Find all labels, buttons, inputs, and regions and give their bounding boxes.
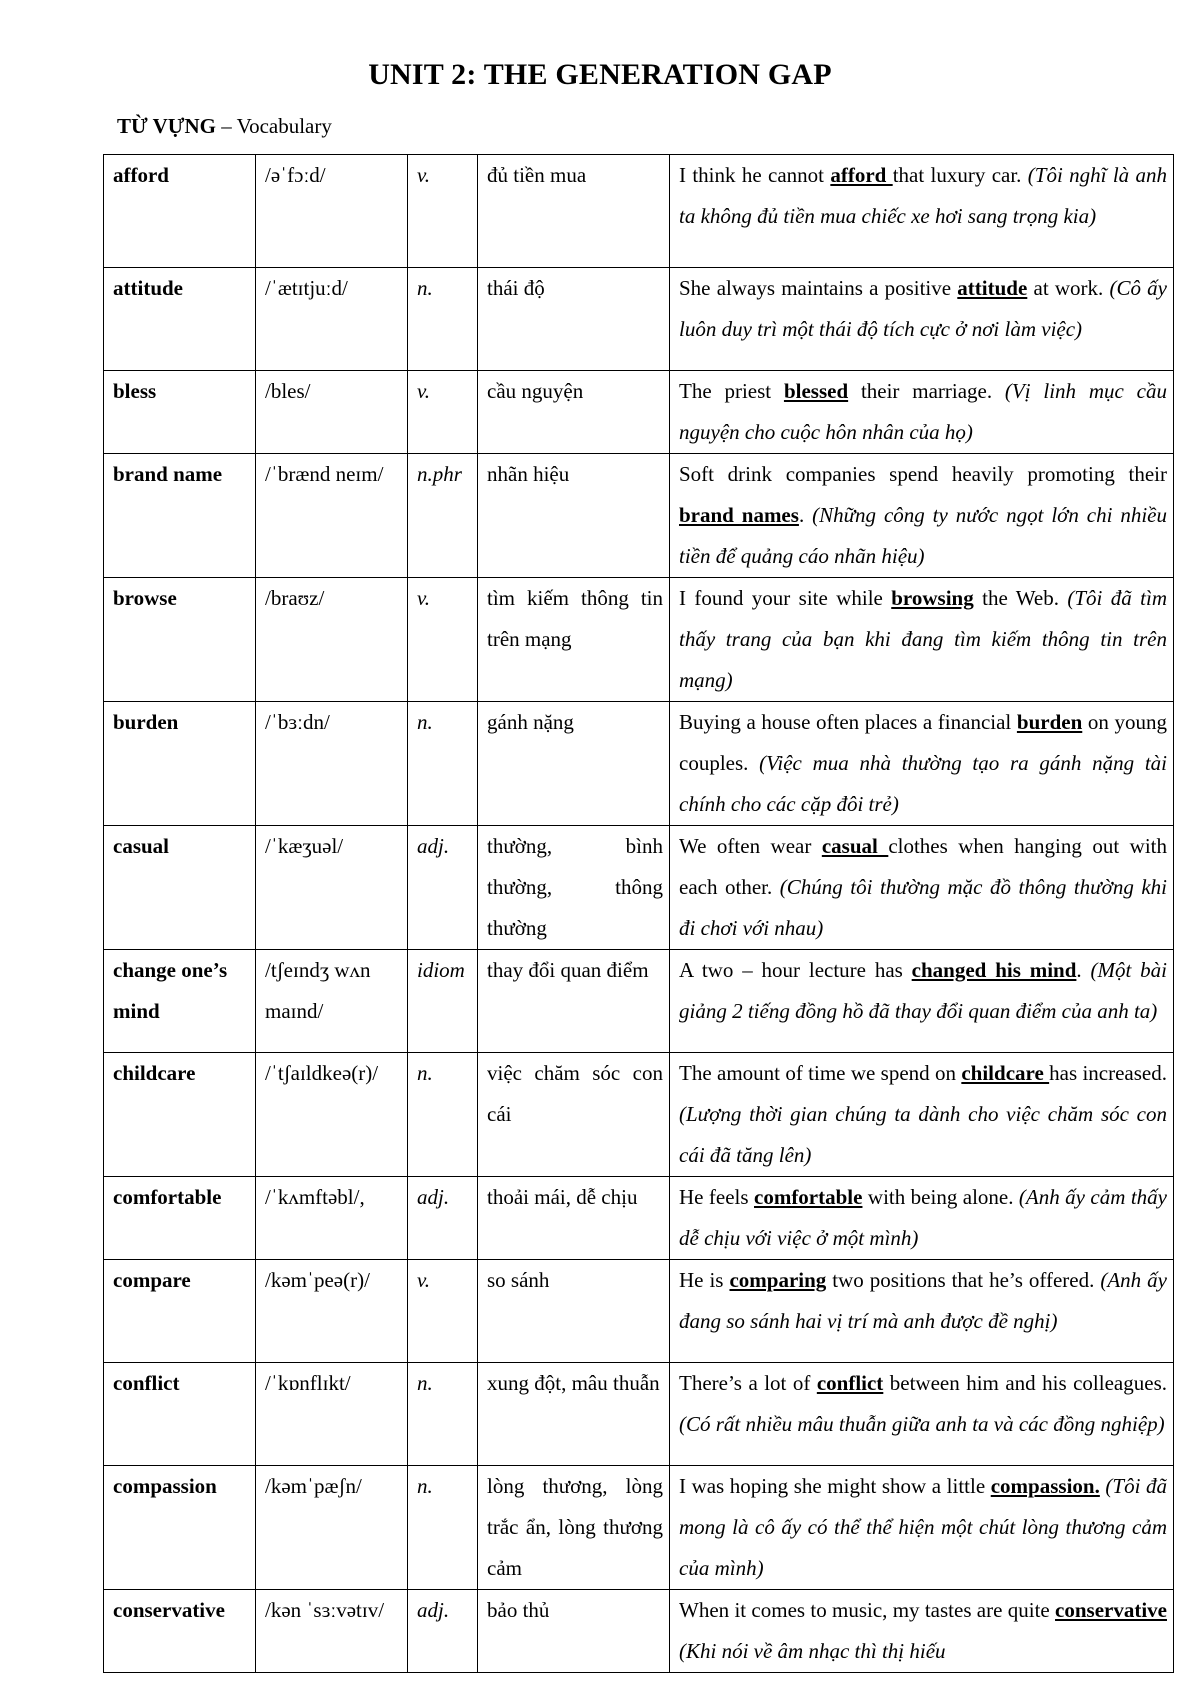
example-text: their marriage. bbox=[848, 379, 1005, 403]
example-translation: (Khi nói về âm nhạc thì thị hiếu bbox=[679, 1639, 946, 1663]
example-translation: (Tôi đã mong là cô ấy có thể thể hiện một chút lòng thương cảm của mình) bbox=[679, 1474, 1168, 1580]
example-text: two positions that he’s offered. bbox=[826, 1268, 1101, 1292]
subtitle-english: – Vocabulary bbox=[215, 114, 332, 138]
vocab-example bbox=[670, 578, 1174, 702]
vocab-part-of-speech: n. bbox=[408, 702, 478, 826]
vocab-row bbox=[104, 1466, 1174, 1590]
example-text: The amount of time we spend on bbox=[679, 1061, 962, 1085]
vocab-part-of-speech: adj. bbox=[408, 1590, 478, 1673]
vocab-example bbox=[670, 826, 1174, 950]
example-text: on young couples. bbox=[679, 710, 1168, 775]
vocab-meaning: thay đổi quan điểm bbox=[478, 950, 670, 1053]
example-keyword: burden bbox=[1016, 710, 1083, 734]
example-keyword: conflict bbox=[816, 1371, 884, 1395]
vocab-word: change one’s mind bbox=[104, 950, 256, 1053]
example-translation: (Những công ty nước ngọt lớn chi nhiều tiền để quảng cáo nhãn hiệu) bbox=[679, 503, 1167, 568]
vocab-meaning: đủ tiền mua bbox=[478, 155, 670, 268]
example-text: When it comes to music, my tastes are quite bbox=[679, 1598, 1056, 1622]
vocab-row bbox=[104, 1260, 1174, 1363]
vocabulary-table bbox=[103, 154, 1174, 1673]
vocab-part-of-speech: n. bbox=[408, 1466, 478, 1590]
example-translation: (Cô ấy luôn duy trì một thái độ tích cực ở nơi làm việc) bbox=[679, 276, 1167, 341]
vocab-row bbox=[104, 1177, 1174, 1260]
vocab-word: attitude bbox=[104, 268, 256, 371]
example-text: has increased. bbox=[1049, 1061, 1167, 1085]
vocab-row bbox=[104, 1053, 1174, 1177]
vocab-part-of-speech: n. bbox=[408, 1053, 478, 1177]
vocab-word: comfortable bbox=[104, 1177, 256, 1260]
vocab-meaning: việc chăm sóc con cái bbox=[478, 1053, 670, 1177]
example-translation: (Việc mua nhà thường tạo ra gánh nặng tài chính cho các cặp đôi trẻ) bbox=[679, 751, 1167, 816]
example-keyword: afford bbox=[830, 163, 893, 187]
example-translation: (Lượng thời gian chúng ta dành cho việc chăm sóc con cái đã tăng lên) bbox=[679, 1102, 1167, 1167]
example-translation: (Tôi đã tìm thấy trang của bạn khi đang tìm kiếm thông tin trên mạng) bbox=[679, 586, 1167, 692]
vocab-part-of-speech: v. bbox=[408, 578, 478, 702]
vocab-example bbox=[670, 454, 1174, 578]
vocab-part-of-speech: n.phr bbox=[408, 454, 478, 578]
example-translation: (Anh ấy cảm thấy dễ chịu với việc ở một mình) bbox=[679, 1185, 1167, 1250]
vocab-part-of-speech: v. bbox=[408, 1260, 478, 1363]
example-translation: (Chúng tôi thường mặc đồ thông thường khi đi chơi với nhau) bbox=[679, 875, 1168, 940]
example-translation: (Có rất nhiều mâu thuẫn giữa anh ta và các đồng nghiệp) bbox=[679, 1412, 1165, 1436]
vocab-example bbox=[670, 1590, 1174, 1673]
vocab-meaning: thoải mái, dễ chịu bbox=[478, 1177, 670, 1260]
vocab-meaning: tìm kiếm thông tin trên mạng bbox=[478, 578, 670, 702]
example-keyword: changed his mind bbox=[911, 958, 1077, 982]
vocab-row bbox=[104, 702, 1174, 826]
vocab-meaning: xung đột, mâu thuẫn bbox=[478, 1363, 670, 1466]
vocab-word: brand name bbox=[104, 454, 256, 578]
example-keyword: brand names bbox=[679, 503, 799, 527]
vocab-ipa: /ˈbɜːdn/ bbox=[256, 702, 408, 826]
vocab-meaning: so sánh bbox=[478, 1260, 670, 1363]
example-keyword: childcare bbox=[961, 1061, 1050, 1085]
vocab-part-of-speech: v. bbox=[408, 155, 478, 268]
example-keyword: comparing bbox=[729, 1268, 827, 1292]
vocab-word: afford bbox=[104, 155, 256, 268]
example-text: Buying a house often places a financial bbox=[679, 710, 1017, 734]
vocab-example bbox=[670, 702, 1174, 826]
vocab-meaning: gánh nặng bbox=[478, 702, 670, 826]
vocab-ipa: /kəmˈpæʃn/ bbox=[256, 1466, 408, 1590]
subtitle-vietnamese: TỪ VỰNG bbox=[117, 114, 216, 138]
vocab-ipa: /tʃeɪndʒ wʌn maɪnd/ bbox=[256, 950, 408, 1053]
example-text: that luxury car. bbox=[892, 163, 1028, 187]
vocab-ipa: /ˈtʃaɪldkeə(r)/ bbox=[256, 1053, 408, 1177]
example-text: I think he cannot bbox=[679, 163, 831, 187]
vocab-example bbox=[670, 268, 1174, 371]
example-text: He is bbox=[679, 1268, 730, 1292]
vocab-row bbox=[104, 578, 1174, 702]
vocab-word: childcare bbox=[104, 1053, 256, 1177]
vocab-meaning: thường, bình thường, thông thường bbox=[478, 826, 670, 950]
vocab-meaning: nhãn hiệu bbox=[478, 454, 670, 578]
example-keyword: browsing bbox=[891, 586, 974, 610]
vocab-word: compassion bbox=[104, 1466, 256, 1590]
vocab-word: browse bbox=[104, 578, 256, 702]
example-translation: (Tôi nghĩ là anh ta không đủ tiền mua chiếc xe hơi sang trọng kia) bbox=[679, 163, 1167, 228]
vocab-row bbox=[104, 155, 1174, 268]
example-text: Soft drink companies spend heavily promoting their bbox=[679, 462, 1167, 486]
vocab-meaning: bảo thủ bbox=[478, 1590, 670, 1673]
vocab-ipa: /ˈkæʒuəl/ bbox=[256, 826, 408, 950]
vocab-word: conflict bbox=[104, 1363, 256, 1466]
vocab-ipa: /kəmˈpeə(r)/ bbox=[256, 1260, 408, 1363]
vocab-ipa: /ˈkɒnflɪkt/ bbox=[256, 1363, 408, 1466]
vocab-part-of-speech: adj. bbox=[408, 826, 478, 950]
vocab-ipa: /ˈætɪtjuːd/ bbox=[256, 268, 408, 371]
vocab-row bbox=[104, 950, 1174, 1053]
vocab-example bbox=[670, 1363, 1174, 1466]
example-text: clothes when hanging out with each other. bbox=[679, 834, 1167, 899]
example-text: . bbox=[798, 503, 813, 527]
vocab-example bbox=[670, 1260, 1174, 1363]
example-text: A two – hour lecture has bbox=[679, 958, 912, 982]
vocab-meaning: thái độ bbox=[478, 268, 670, 371]
vocab-row bbox=[104, 371, 1174, 454]
vocab-example bbox=[670, 950, 1174, 1053]
vocab-example bbox=[670, 1466, 1174, 1590]
vocab-row bbox=[104, 268, 1174, 371]
example-text: There’s a lot of bbox=[679, 1371, 817, 1395]
example-keyword: compassion. bbox=[990, 1474, 1100, 1498]
page-title: UNIT 2: THE GENERATION GAP bbox=[368, 58, 832, 91]
example-text: I was hoping she might show a little bbox=[679, 1474, 991, 1498]
vocab-row bbox=[104, 1363, 1174, 1466]
vocab-row bbox=[104, 1590, 1174, 1673]
vocab-word: casual bbox=[104, 826, 256, 950]
vocab-row bbox=[104, 826, 1174, 950]
example-translation: (Vị linh mục cầu nguyện cho cuộc hôn nhân của họ) bbox=[679, 379, 1167, 444]
vocab-ipa: /ˈkʌmftəbl/, bbox=[256, 1177, 408, 1260]
example-translation: (Anh ấy đang so sánh hai vị trí mà anh được đề nghị) bbox=[679, 1268, 1167, 1333]
vocab-word: burden bbox=[104, 702, 256, 826]
example-text: at work. bbox=[1027, 276, 1110, 300]
example-keyword: casual bbox=[821, 834, 889, 858]
vocab-word: bless bbox=[104, 371, 256, 454]
vocab-part-of-speech: n. bbox=[408, 268, 478, 371]
vocab-row bbox=[104, 454, 1174, 578]
section-subtitle bbox=[117, 114, 332, 139]
vocab-part-of-speech: adj. bbox=[408, 1177, 478, 1260]
vocab-meaning: cầu nguyện bbox=[478, 371, 670, 454]
vocab-example bbox=[670, 371, 1174, 454]
vocab-ipa: /kən ˈsɜːvətɪv/ bbox=[256, 1590, 408, 1673]
vocab-example bbox=[670, 155, 1174, 268]
vocab-ipa: /ˈbrænd neɪm/ bbox=[256, 454, 408, 578]
example-text: The priest bbox=[679, 379, 784, 403]
vocab-part-of-speech: idiom bbox=[408, 950, 478, 1053]
example-text: She always maintains a positive bbox=[679, 276, 958, 300]
vocab-ipa: /əˈfɔːd/ bbox=[256, 155, 408, 268]
example-text: the Web. bbox=[973, 586, 1068, 610]
vocab-ipa: /bles/ bbox=[256, 371, 408, 454]
example-text: between him and his colleagues. bbox=[883, 1371, 1167, 1395]
example-text: I found your site while bbox=[679, 586, 892, 610]
example-keyword: conservative bbox=[1055, 1598, 1167, 1622]
vocab-meaning: lòng thương, lòng trắc ẩn, lòng thương cảm bbox=[478, 1466, 670, 1590]
vocab-example bbox=[670, 1177, 1174, 1260]
vocab-example bbox=[670, 1053, 1174, 1177]
example-text: with being alone. bbox=[862, 1185, 1019, 1209]
example-text: We often wear bbox=[679, 834, 822, 858]
example-keyword: blessed bbox=[783, 379, 849, 403]
vocab-word: conservative bbox=[104, 1590, 256, 1673]
vocab-part-of-speech: n. bbox=[408, 1363, 478, 1466]
example-text: . bbox=[1076, 958, 1091, 982]
vocab-word: compare bbox=[104, 1260, 256, 1363]
vocab-ipa: /braʊz/ bbox=[256, 578, 408, 702]
example-text: He feels bbox=[679, 1185, 754, 1209]
example-translation: (Một bài giảng 2 tiếng đồng hồ đã thay đổi quan điểm của anh ta) bbox=[679, 958, 1167, 1023]
example-keyword: attitude bbox=[957, 276, 1028, 300]
example-keyword: comfortable bbox=[754, 1185, 863, 1209]
vocab-part-of-speech: v. bbox=[408, 371, 478, 454]
